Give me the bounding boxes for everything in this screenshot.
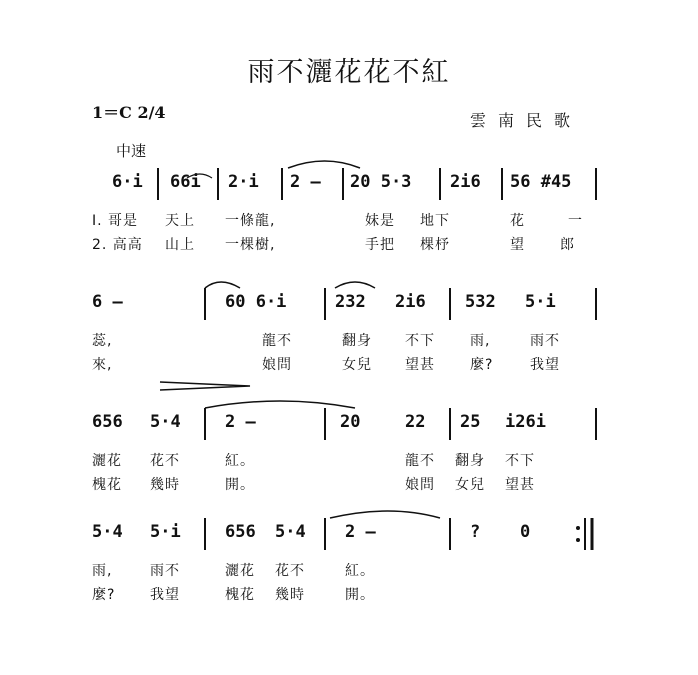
note-group: 2 — <box>345 522 376 542</box>
lyric-verse-2: 開。 <box>225 477 255 493</box>
music-system-3 <box>0 400 698 500</box>
lyric-verse-1: 妹是 <box>365 213 395 229</box>
lyric-verse-1: 雨不 <box>150 563 180 579</box>
key-signature: 1＝C 2/4 <box>92 103 166 122</box>
note-group: 2i6 <box>395 292 426 312</box>
tempo-marking: 中速 <box>116 142 147 160</box>
lyric-verse-1: 天上 <box>165 213 195 229</box>
lyric-verse-2: 2. 高高 <box>92 237 143 253</box>
lyric-verse-1: 龍不 <box>262 333 292 349</box>
lyric-verse-1: 地下 <box>420 213 450 229</box>
lyric-verse-2: 山上 <box>165 237 195 253</box>
lyric-verse-2: 一棵樹, <box>225 237 276 253</box>
lyric-verse-1: I. 哥是 <box>92 213 139 229</box>
lyric-verse-1: 不下 <box>405 333 435 349</box>
lyric-verse-2: 娘問 <box>262 357 292 373</box>
note-group: 2 — <box>290 172 321 192</box>
note-group: 20 5·3 <box>350 172 412 192</box>
note-group: 232 <box>335 292 366 312</box>
lyric-verse-2: 娘問 <box>405 477 435 493</box>
lyric-verse-2: 幾時 <box>150 477 180 493</box>
note-group: 6 — <box>92 292 123 312</box>
lyric-verse-2: 望甚 <box>505 477 535 493</box>
lyric-verse-2: 槐花 <box>92 477 122 493</box>
note-group: 532 <box>465 292 496 312</box>
lyric-verse-2: 我望 <box>150 587 180 603</box>
note-group: 5·4 <box>275 522 306 542</box>
lyric-verse-2: 幾時 <box>275 587 305 603</box>
lyric-verse-2: 槐花 <box>225 587 255 603</box>
note-group: 60 6·i <box>225 292 287 312</box>
note-group: 22 <box>405 412 426 432</box>
lyric-verse-1: 雨, <box>92 563 113 579</box>
lyric-verse-2: 女兒 <box>455 477 485 493</box>
lyric-verse-2: 來, <box>92 357 113 373</box>
note-group: 20 <box>340 412 361 432</box>
lyric-verse-2: 郎 <box>560 237 575 253</box>
lyric-verse-2: 開。 <box>345 587 375 603</box>
song-title: 雨不灑花花不紅 <box>247 57 451 88</box>
lyric-verse-2: 麼? <box>92 587 116 603</box>
song-source: 雲南民歌 <box>470 111 583 130</box>
note-group: 2i6 <box>450 172 481 192</box>
lyric-verse-1: 龍不 <box>405 453 435 469</box>
note-group: ? <box>470 522 481 542</box>
lyric-verse-2: 望 <box>510 237 525 253</box>
note-group: 0 <box>520 522 531 542</box>
lyric-verse-1: 灑花 <box>92 453 122 469</box>
lyric-verse-1: 不下 <box>505 453 535 469</box>
lyric-verse-2: 手把 <box>365 237 395 253</box>
lyric-verse-1: 花 <box>510 213 525 229</box>
note-group: 5·i <box>150 522 181 542</box>
note-group: 2·i <box>228 172 259 192</box>
lyric-verse-1: 紅。 <box>345 563 375 579</box>
lyric-verse-1: 灑花 <box>225 563 255 579</box>
lyric-verse-1: 花不 <box>150 453 180 469</box>
lyric-verse-2: 女兒 <box>342 357 372 373</box>
note-group: 5·4 <box>150 412 181 432</box>
note-group: 5·4 <box>92 522 123 542</box>
lyric-verse-1: 一 <box>568 213 583 229</box>
note-group: i26i <box>505 412 546 432</box>
lyric-verse-2: 望甚 <box>405 357 435 373</box>
lyric-verse-1: 翻身 <box>342 333 372 349</box>
lyric-verse-2: 棵杼 <box>420 237 450 253</box>
lyric-verse-1: 翻身 <box>455 453 485 469</box>
note-group: 656 <box>92 412 123 432</box>
lyric-verse-1: 紅。 <box>225 453 255 469</box>
lyric-verse-1: 花不 <box>275 563 305 579</box>
lyric-verse-2: 麼? <box>470 357 494 373</box>
note-group: 2 — <box>225 412 256 432</box>
music-system-4 <box>0 510 698 610</box>
staff-lines-1 <box>0 160 698 204</box>
lyric-verse-2: 我望 <box>530 357 560 373</box>
lyric-verse-1: 蕊, <box>92 333 113 349</box>
lyric-verse-1: 一條龍, <box>225 213 276 229</box>
note-group: 66i <box>170 172 201 192</box>
note-group: 25 <box>460 412 481 432</box>
note-group: 56 #45 <box>510 172 572 192</box>
note-group: 5·i <box>525 292 556 312</box>
note-group: 656 <box>225 522 256 542</box>
music-system-1 <box>0 160 698 260</box>
lyric-verse-1: 雨不 <box>530 333 560 349</box>
lyric-verse-1: 雨, <box>470 333 491 349</box>
music-system-2 <box>0 280 698 380</box>
note-group: 6·i <box>112 172 143 192</box>
